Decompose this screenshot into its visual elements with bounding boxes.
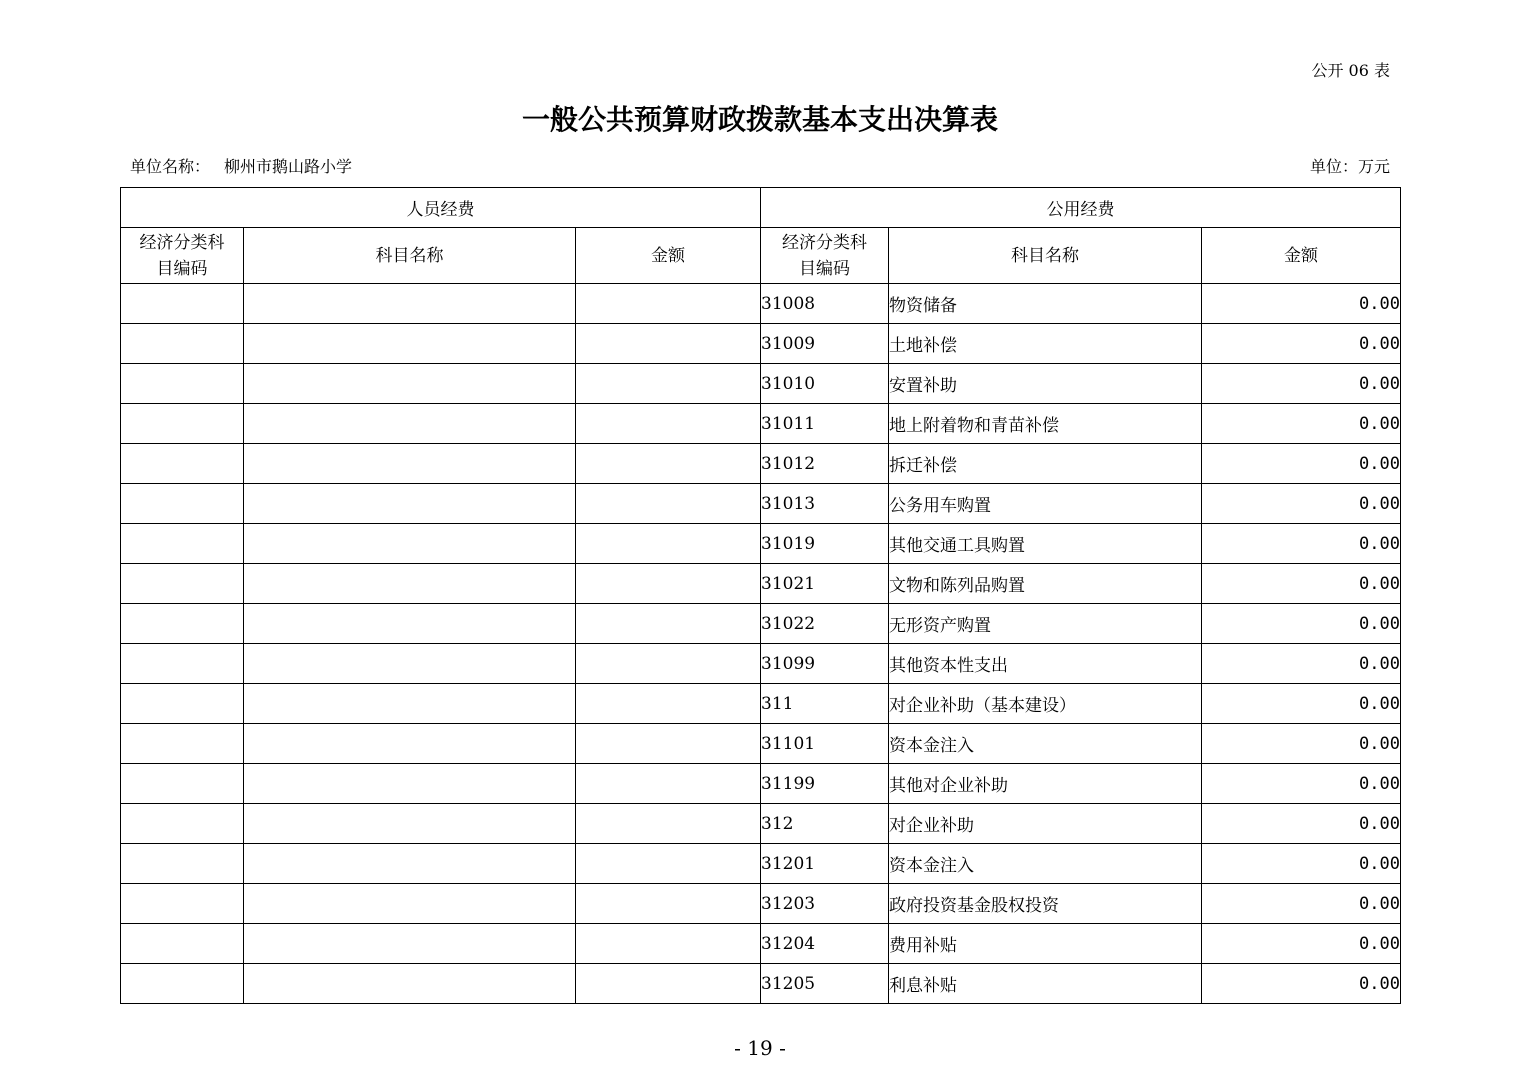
economic-code-cell: 31021 xyxy=(761,564,889,604)
personnel-name-cell xyxy=(244,964,576,1004)
item-name-cell: 土地补偿 xyxy=(889,324,1202,364)
personnel-code-cell xyxy=(121,644,244,684)
amount-cell: 0.00 xyxy=(1202,404,1401,444)
personnel-name-cell xyxy=(244,604,576,644)
economic-code-cell: 31009 xyxy=(761,324,889,364)
amount-cell: 0.00 xyxy=(1202,884,1401,924)
meta-row xyxy=(130,155,1390,179)
item-name-cell: 对企业补助 xyxy=(889,804,1202,844)
table-row xyxy=(121,724,1401,764)
personnel-name-cell xyxy=(244,684,576,724)
economic-code-cell: 31008 xyxy=(761,284,889,324)
economic-code-cell: 31203 xyxy=(761,884,889,924)
item-name-cell: 资本金注入 xyxy=(889,724,1202,764)
table-row xyxy=(121,364,1401,404)
amount-cell: 0.00 xyxy=(1202,724,1401,764)
personnel-code-cell xyxy=(121,284,244,324)
item-name-cell: 地上附着物和青苗补偿 xyxy=(889,404,1202,444)
table-row xyxy=(121,604,1401,644)
table-row xyxy=(121,804,1401,844)
personnel-amount-cell xyxy=(576,884,761,924)
personnel-amount-cell xyxy=(576,684,761,724)
table-row xyxy=(121,764,1401,804)
personnel-amount-cell xyxy=(576,564,761,604)
economic-code-cell: 31204 xyxy=(761,924,889,964)
table-row xyxy=(121,284,1401,324)
personnel-amount-cell xyxy=(576,924,761,964)
personnel-name-cell xyxy=(244,364,576,404)
economic-code-cell: 31019 xyxy=(761,524,889,564)
economic-code-cell: 31199 xyxy=(761,764,889,804)
personnel-name-cell xyxy=(244,564,576,604)
personnel-name-cell xyxy=(244,484,576,524)
personnel-code-cell xyxy=(121,884,244,924)
form-code: 公开 06 表 xyxy=(1311,61,1390,80)
amount-cell: 0.00 xyxy=(1202,284,1401,324)
personnel-code-cell xyxy=(121,404,244,444)
personnel-amount-cell xyxy=(576,284,761,324)
public-name-column-header: 科目名称 xyxy=(889,228,1202,284)
public-amount-column-header: 金额 xyxy=(1202,228,1401,284)
personnel-amount-cell xyxy=(576,764,761,804)
table-body xyxy=(121,284,1401,1004)
personnel-name-cell xyxy=(244,324,576,364)
table-row xyxy=(121,564,1401,604)
personnel-code-cell xyxy=(121,764,244,804)
item-name-cell: 其他交通工具购置 xyxy=(889,524,1202,564)
amount-cell: 0.00 xyxy=(1202,484,1401,524)
personnel-name-cell xyxy=(244,764,576,804)
item-name-cell: 资本金注入 xyxy=(889,844,1202,884)
personnel-code-cell xyxy=(121,804,244,844)
personnel-name-cell xyxy=(244,284,576,324)
economic-code-cell: 31022 xyxy=(761,604,889,644)
economic-code-cell: 31205 xyxy=(761,964,889,1004)
item-name-cell: 文物和陈列品购置 xyxy=(889,564,1202,604)
personnel-amount-cell xyxy=(576,444,761,484)
public-expense-header: 公用经费 xyxy=(761,188,1401,228)
personnel-code-cell xyxy=(121,964,244,1004)
personnel-code-cell xyxy=(121,324,244,364)
table-row xyxy=(121,844,1401,884)
amount-cell: 0.00 xyxy=(1202,364,1401,404)
personnel-amount-cell xyxy=(576,404,761,444)
personnel-amount-cell xyxy=(576,364,761,404)
amount-cell: 0.00 xyxy=(1202,844,1401,884)
personnel-name-cell xyxy=(244,884,576,924)
personnel-name-cell xyxy=(244,404,576,444)
personnel-code-column-header: 经济分类科目编码 xyxy=(121,228,244,284)
table-row xyxy=(121,884,1401,924)
personnel-name-cell xyxy=(244,844,576,884)
table-row xyxy=(121,964,1401,1004)
table-row xyxy=(121,444,1401,484)
amount-cell: 0.00 xyxy=(1202,564,1401,604)
personnel-amount-cell xyxy=(576,324,761,364)
personnel-amount-cell xyxy=(576,604,761,644)
economic-code-cell: 31201 xyxy=(761,844,889,884)
page-title: 一般公共预算财政拨款基本支出决算表 xyxy=(521,103,998,136)
personnel-code-cell xyxy=(121,724,244,764)
amount-cell: 0.00 xyxy=(1202,684,1401,724)
amount-cell: 0.00 xyxy=(1202,644,1401,684)
table-row xyxy=(121,404,1401,444)
personnel-amount-column-header: 金额 xyxy=(576,228,761,284)
personnel-code-cell xyxy=(121,364,244,404)
personnel-name-cell xyxy=(244,524,576,564)
item-name-cell: 政府投资基金股权投资 xyxy=(889,884,1202,924)
item-name-cell: 利息补贴 xyxy=(889,964,1202,1004)
section-header-row xyxy=(121,188,1401,228)
item-name-cell: 拆迁补偿 xyxy=(889,444,1202,484)
personnel-name-column-header: 科目名称 xyxy=(244,228,576,284)
item-name-cell: 安置补助 xyxy=(889,364,1202,404)
economic-code-cell: 311 xyxy=(761,684,889,724)
personnel-amount-cell xyxy=(576,804,761,844)
amount-cell: 0.00 xyxy=(1202,924,1401,964)
table-row xyxy=(121,644,1401,684)
item-name-cell: 费用补贴 xyxy=(889,924,1202,964)
personnel-name-cell xyxy=(244,804,576,844)
table-row xyxy=(121,484,1401,524)
personnel-amount-cell xyxy=(576,844,761,884)
personnel-code-cell xyxy=(121,484,244,524)
amount-cell: 0.00 xyxy=(1202,324,1401,364)
currency-unit: 单位：万元 xyxy=(1309,157,1390,176)
unit-name-label: 单位名称： xyxy=(130,157,211,176)
personnel-name-cell xyxy=(244,444,576,484)
item-name-cell: 无形资产购置 xyxy=(889,604,1202,644)
amount-cell: 0.00 xyxy=(1202,524,1401,564)
table-row xyxy=(121,524,1401,564)
personnel-code-cell xyxy=(121,684,244,724)
item-name-cell: 其他资本性支出 xyxy=(889,644,1202,684)
item-name-cell: 其他对企业补助 xyxy=(889,764,1202,804)
amount-cell: 0.00 xyxy=(1202,964,1401,1004)
personnel-amount-cell xyxy=(576,484,761,524)
unit-info xyxy=(130,155,352,179)
personnel-amount-cell xyxy=(576,724,761,764)
unit-name-value: 柳州市鹅山路小学 xyxy=(224,157,353,176)
item-name-cell: 公务用车购置 xyxy=(889,484,1202,524)
economic-code-cell: 31010 xyxy=(761,364,889,404)
item-name-cell: 物资储备 xyxy=(889,284,1202,324)
amount-cell: 0.00 xyxy=(1202,444,1401,484)
table-row xyxy=(121,324,1401,364)
personnel-expense-header: 人员经费 xyxy=(121,188,761,228)
public-code-column-header: 经济分类科目编码 xyxy=(761,228,889,284)
economic-code-cell: 31101 xyxy=(761,724,889,764)
personnel-name-cell xyxy=(244,644,576,684)
economic-code-cell: 31011 xyxy=(761,404,889,444)
economic-code-cell: 31099 xyxy=(761,644,889,684)
amount-cell: 0.00 xyxy=(1202,604,1401,644)
expenditure-table xyxy=(120,187,1401,1004)
personnel-name-cell xyxy=(244,724,576,764)
personnel-amount-cell xyxy=(576,964,761,1004)
economic-code-cell: 31012 xyxy=(761,444,889,484)
page-number: - 19 - xyxy=(734,1036,786,1060)
economic-code-cell: 31013 xyxy=(761,484,889,524)
personnel-code-cell xyxy=(121,524,244,564)
personnel-amount-cell xyxy=(576,524,761,564)
personnel-code-cell xyxy=(121,444,244,484)
personnel-code-cell xyxy=(121,924,244,964)
personnel-code-cell xyxy=(121,564,244,604)
amount-cell: 0.00 xyxy=(1202,764,1401,804)
personnel-amount-cell xyxy=(576,644,761,684)
personnel-name-cell xyxy=(244,924,576,964)
table-row xyxy=(121,924,1401,964)
item-name-cell: 对企业补助（基本建设） xyxy=(889,684,1202,724)
amount-cell: 0.00 xyxy=(1202,804,1401,844)
economic-code-cell: 312 xyxy=(761,804,889,844)
personnel-code-cell xyxy=(121,844,244,884)
table-row xyxy=(121,684,1401,724)
column-header-row xyxy=(121,228,1401,284)
personnel-code-cell xyxy=(121,604,244,644)
